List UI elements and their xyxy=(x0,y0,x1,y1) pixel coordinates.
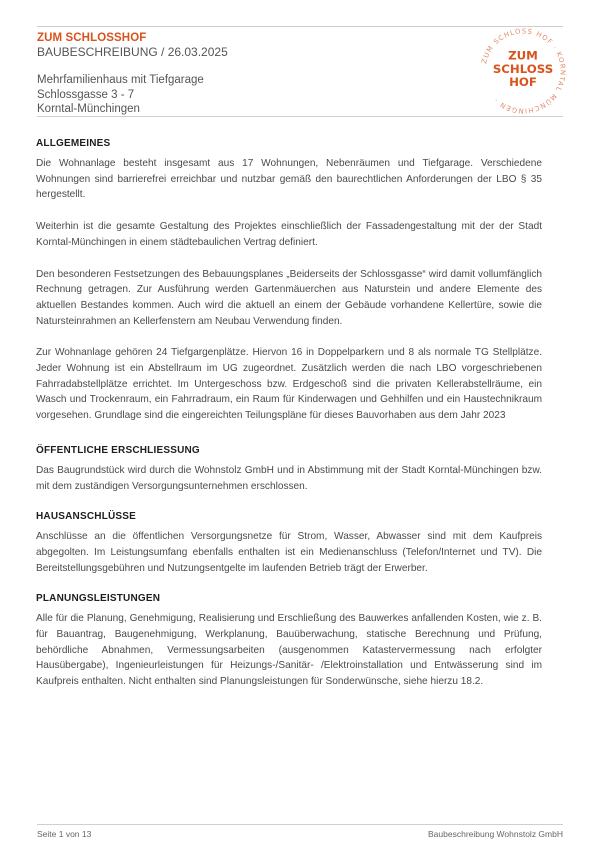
header-bottom-rule xyxy=(37,116,563,117)
zum-schlosshof-logo-icon xyxy=(476,24,570,118)
footer-company: Baubeschreibung Wohnstolz GmbH xyxy=(428,829,563,839)
project-city: Korntal-Münchingen xyxy=(37,103,140,115)
paragraph: Zur Wohnanlage gehören 24 Tiefgargenplätze. Hiervon 16 in Doppelparkern und 8 als normale TG Stellplätze. Jeder Wohnung ist ein Abstellraum im UG zugeordnet. Zusätzlich werden die nach LBO vorgeschriebenen Fahrradabstellplätze errichtet. Im Untergeschoss bzw. Erdgeschoß sind die privaten Kellerabstellräume, ein Wasch und Trockenraum, ein Fahrradraum, ein Raum für Kinderwagen und Gehhilfen und ein Haustechnikraum vorgesehen. Grundlage sind die eingereichten Teilungspläne für dieses Bauvorhaben aus dem Jahr 2023 xyxy=(36,347,542,422)
section-heading: ALLGEMEINES xyxy=(36,138,111,149)
document-body xyxy=(36,137,542,690)
footer-rule xyxy=(37,824,563,825)
document-type-date: BAUBESCHREIBUNG / 26.03.2025 xyxy=(37,45,228,59)
section-allgemeines xyxy=(36,137,542,424)
section-heading: HAUSANSCHLÜSSE xyxy=(36,511,137,523)
paragraph: Weiterhin ist die gesamte Gestaltung des Projektes einschließlich der Fassadengestaltung mit der der Stadt Korntal-Münchingen in einem städtebaulichen Vertrag definiert. xyxy=(36,221,542,248)
section-hausanschluesse xyxy=(36,510,542,576)
paragraph: Anschlüsse an die öffentlichen Versorgungsnetze für Strom, Wasser, Abwasser sind mit dem Kaufpreis abgegolten. Im Leistungsumfang ebenfalls enthalten ist ein Medienanschluss (Telefon/Internet und TV). Die Bereitstellungsgebühren und Nutzungsentgelte im laufenden Betrieb trägt der Erwerber. xyxy=(36,531,542,574)
paragraph: Alle für die Planung, Genehmigung, Realisierung und Erschließung des Bauwerkes anfallenden Kosten, wie z. B. für Bauantrag, Baugenehmigung, Werkplanung, Bauüberwachung, statische Berechnung und Prüfung, behördliche Abnahmen, Vermessungsarbeiten (ausgenommen Katastervermessung nach erfolgter Hausübergabe), Ingenieurleistungen für Heizungs-/Sanitär- /Elektroinstallation und Entwässerung sind im Kaufpreis enthalten. Nicht enthalten sind Planungsleistungen für Sonderwünsche, siehe hierzu 18.2. xyxy=(36,613,542,688)
logo-line-2: SCHLOSS xyxy=(492,61,554,76)
project-address: Schlossgasse 3 - 7 xyxy=(37,88,135,101)
paragraph: Das Baugrundstück wird durch die Wohnstolz GmbH und in Abstimmung mit der Stadt Korntal-Münchingen bzw. mit dem zuständigen Versorgungsunternehmen erschlossen. xyxy=(36,464,542,492)
brand-title: ZUM SCHLOSSHOF xyxy=(37,32,147,44)
section-heading: ÖFFENTLICHE ERSCHLIESSUNG xyxy=(36,444,200,456)
paragraph: Den besonderen Festsetzungen des Bebauungsplanes „Beiderseits der Schlossgasse“ wird damit vollumfänglich Rechnung getragen. Zur Ausführung werden Gartenmäuerchen aus Naturstein und andere Elemente des aktuellen Bestandes kommen. Auch wird die aktuell an einem der Gebäude vorhandene Kellertüre, sowie die Natursteinrahmen an Kellerfenstern am Neubau Verwendung finden. xyxy=(36,268,542,327)
document-header xyxy=(37,32,437,117)
section-oeffentliche-erschliessung xyxy=(36,444,542,494)
page-number: Seite 1 von 13 xyxy=(37,829,92,839)
paragraph: Die Wohnanlage besteht insgesamt aus 17 Wohnungen, Nebenräumen und Tiefgarage. Verschiedene Wohnungen sind barrierefrei erreichbar und nutzbar gemäß den baurechtlichen Anforderungen der LBO § 35 hergestellt. xyxy=(36,158,542,201)
logo-line-3: HOF xyxy=(509,75,537,90)
logo-ring-text: ZUM SCHLOSS HOF · KORNTAL MÜNCHINGEN · xyxy=(480,27,567,115)
project-type: Mehrfamilienhaus mit Tiefgarage xyxy=(37,74,204,86)
section-planungsleistungen xyxy=(36,592,542,690)
section-heading: PLANUNGSLEISTUNGEN xyxy=(36,593,161,605)
project-info xyxy=(37,73,437,117)
logo-line-1: ZUM xyxy=(508,48,538,63)
